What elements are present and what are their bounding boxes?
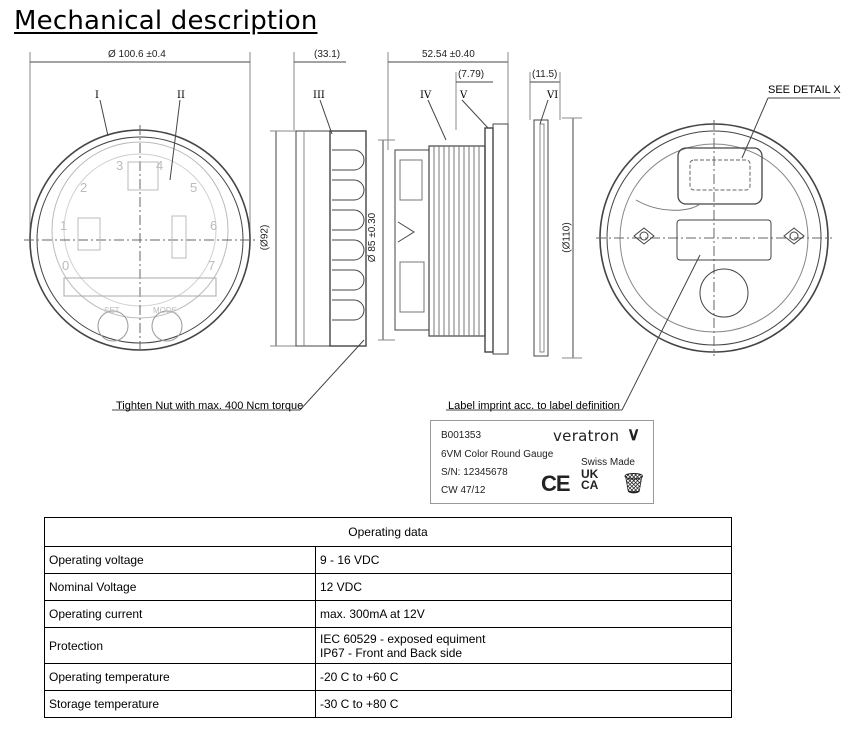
- dial-number: 0: [62, 258, 70, 273]
- label-serial: S/N: 12345678: [441, 467, 508, 478]
- weee-bin-icon: 🗑: [621, 473, 647, 495]
- ce-mark-icon: CE: [541, 471, 570, 496]
- rear-view: [596, 98, 840, 410]
- row-value: IEC 60529 - exposed equiment IP67 - Front and Back side: [316, 628, 732, 664]
- dial-number: 1: [60, 218, 68, 233]
- row-value: -30 C to +80 C: [316, 691, 732, 718]
- part-label-iii: III: [313, 90, 325, 101]
- brand-v-icon: ∨: [627, 424, 641, 444]
- table-row: [45, 574, 732, 601]
- set-button-label: SET: [104, 306, 120, 315]
- ukca-mark-icon: UK CA: [581, 467, 599, 492]
- dim-flange: (7.79): [458, 69, 485, 80]
- part-label-i: I: [95, 90, 99, 101]
- part-label-iv: IV: [420, 90, 432, 101]
- label-part-number: B001353: [441, 430, 482, 441]
- row-key: Operating current: [45, 601, 316, 628]
- table-row: [45, 691, 732, 718]
- label-product-name: 6VM Color Round Gauge: [441, 449, 554, 460]
- product-label: [430, 420, 654, 504]
- dial-number: 3: [116, 158, 124, 173]
- label-swiss-made: Swiss Made: [581, 457, 635, 468]
- part-label-ii: II: [177, 90, 185, 101]
- part-label-v: V: [460, 90, 468, 101]
- table-row: [45, 664, 732, 691]
- row-value: -20 C to +60 C: [316, 664, 732, 691]
- dial-number: 7: [208, 258, 216, 273]
- dial-number: 6: [210, 218, 218, 233]
- dim-nut-depth: (11.5): [532, 69, 558, 80]
- part-label-vi: VI: [547, 90, 559, 101]
- dial-number: 5: [190, 180, 198, 195]
- see-detail-callout: SEE DETAIL X: [768, 84, 841, 96]
- dim-front-diameter: Ø 100.6 ±0.4: [108, 49, 166, 60]
- row-key: Operating voltage: [45, 547, 316, 574]
- tighten-nut-callout: Tighten Nut with max. 400 Ncm torque: [116, 400, 304, 412]
- dim-thread-diameter: Ø 85 ±0.30: [367, 212, 379, 263]
- row-key: Operating temperature: [45, 664, 316, 691]
- row-key: Nominal Voltage: [45, 574, 316, 601]
- dim-total-depth: 52.54 ±0.40: [422, 49, 475, 60]
- table-row: [45, 601, 732, 628]
- dial-number: 4: [156, 158, 164, 173]
- dim-housing-diameter: (Ø92): [259, 224, 271, 251]
- row-key: Protection: [45, 628, 316, 664]
- table-row: [45, 628, 732, 664]
- front-view: [24, 52, 256, 354]
- row-value: max. 300mA at 12V: [316, 601, 732, 628]
- page-title: Mechanical description: [14, 6, 318, 36]
- row-value: 9 - 16 VDC: [316, 547, 732, 574]
- label-cw: CW 47/12: [441, 485, 486, 496]
- row-value: 12 VDC: [316, 574, 732, 601]
- label-imprint-callout: Label imprint acc. to label definition: [448, 400, 620, 412]
- dial-number: 2: [80, 180, 88, 195]
- table-row: [45, 547, 732, 574]
- row-key: Storage temperature: [45, 691, 316, 718]
- table-header: Operating data: [45, 518, 732, 547]
- mode-button-label: MODE: [153, 306, 177, 315]
- operating-data-table: [44, 517, 732, 718]
- dim-side-depth: (33.1): [314, 49, 341, 60]
- dim-nut-diameter: (Ø110): [561, 222, 573, 253]
- brand-logo: veratron: [553, 427, 620, 445]
